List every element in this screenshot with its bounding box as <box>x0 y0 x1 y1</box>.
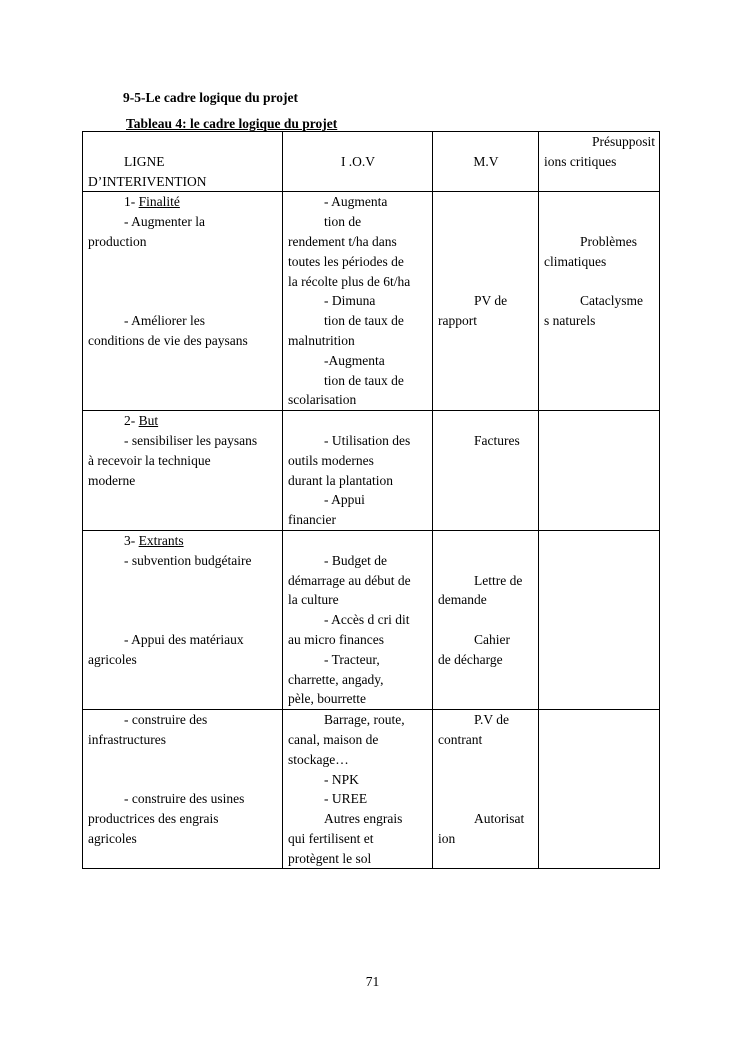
row4-col1-b-line1: - construire des usines <box>124 791 245 807</box>
row1-mv <box>433 192 539 411</box>
page-number: 71 <box>365 974 380 989</box>
row3-col2-c-line2: charrette, angady, <box>288 671 384 687</box>
row1-col4-b-line1: Cataclysme <box>580 293 643 309</box>
row1-col2-c-line3: scolarisation <box>288 392 357 408</box>
header-col1-line1: LIGNE <box>124 153 165 169</box>
row4-col2-c-line1: - UREE <box>324 791 368 807</box>
row1-col2-a-line3: rendement t/ha dans <box>288 233 397 249</box>
row1-col1-a-line1: - Augmenter la <box>124 214 205 230</box>
row1-col2-a-line5: la récolte plus de 6t/ha <box>288 273 411 289</box>
row1-presuppositions <box>539 192 660 411</box>
row3-col2-a-line1: - Budget de <box>324 552 387 568</box>
row1-col2-a-line4: toutes les périodes de <box>288 253 404 269</box>
row1-col2-a-line1: - Augmenta <box>324 194 388 210</box>
header-col3-label: M.V <box>473 153 499 169</box>
header-col1-line2: D’INTERIVENTION <box>88 173 207 189</box>
row3-col2-c-line3: pèle, bourrette <box>288 691 366 707</box>
header-presuppositions <box>539 132 660 192</box>
row4-col3-a-line2: contrant <box>438 731 483 747</box>
row1-col3-line2: rapport <box>438 313 477 329</box>
row1-col4-a-line2: climatiques <box>544 253 607 269</box>
table-row-extrants <box>83 530 660 709</box>
row1-col2-c-line1: -Augmenta <box>324 352 385 368</box>
row4-presuppositions <box>539 710 660 869</box>
row2-col2-a-line2: outils modernes <box>288 452 374 468</box>
header-col4-line2: ions critiques <box>544 153 617 169</box>
row3-col2-c-line1: - Tracteur, <box>324 651 380 667</box>
row1-col2-b-line2: tion de taux de <box>324 313 404 329</box>
row4-col3-b-line2: ion <box>438 830 456 846</box>
table-row-but <box>83 411 660 531</box>
row3-iov <box>283 530 433 709</box>
row4-col1-a-line1: - construire des <box>124 712 208 728</box>
row4-mv <box>433 710 539 869</box>
row4-col2-d-line3: protègent le sol <box>288 850 372 866</box>
row3-ligne-intervention <box>83 530 283 709</box>
row2-ligne-intervention <box>83 411 283 531</box>
row4-col3-a-line1: P.V de <box>474 712 510 728</box>
row1-heading <box>88 192 278 212</box>
row3-mv <box>433 530 539 709</box>
row1-ligne-intervention <box>83 192 283 411</box>
row1-col2-b-line3: malnutrition <box>288 332 355 348</box>
row3-col3-a-line2: demande <box>438 592 487 608</box>
row3-heading <box>88 531 278 551</box>
row1-col4-b-line2: s naturels <box>544 313 596 329</box>
row1-prefix: 1- <box>124 194 139 210</box>
row1-col2-c-line2: tion de taux de <box>324 372 404 388</box>
header-col4-line1: Présupposit <box>591 134 655 149</box>
row2-presuppositions <box>539 411 660 531</box>
row1-col3-line1: PV de <box>474 293 508 309</box>
row2-col1-line1: - sensibiliser les paysans <box>124 432 258 448</box>
row3-col3-b-line2: de décharge <box>438 651 503 667</box>
row1-col2-a-line2: tion de <box>324 214 362 230</box>
row2-col2-b-line1: - Appui <box>324 492 365 508</box>
logical-framework-table <box>82 131 660 869</box>
row1-col1-a-line2: production <box>88 233 147 249</box>
row2-mv <box>433 411 539 531</box>
row1-heading-text: Finalité <box>138 194 180 210</box>
row2-col2-a-line3: durant la plantation <box>288 472 393 488</box>
row3-col3-b-line1: Cahier <box>474 631 510 647</box>
row3-col1-b-line2: agricoles <box>88 651 137 667</box>
row4-iov <box>283 710 433 869</box>
row3-presuppositions <box>539 530 660 709</box>
section-title: 9-5-Le cadre logique du projet <box>123 90 298 105</box>
row4-col1-b-line3: agricoles <box>88 830 137 846</box>
row2-col1-line2: à recevoir la technique <box>88 452 211 468</box>
header-col2-label: I .O.V <box>340 153 376 169</box>
row3-col3-a-line1: Lettre de <box>474 572 523 588</box>
row3-col1-b-line1: - Appui des matériaux <box>124 631 244 647</box>
row4-ligne-intervention <box>83 710 283 869</box>
row2-heading <box>88 411 278 431</box>
row4-col3-b-line1: Autorisat <box>474 811 525 827</box>
header-mv <box>433 132 539 192</box>
row4-col2-d-line1: Autres engrais <box>324 811 403 827</box>
row3-col2-a-line2: démarrage au début de <box>288 572 411 588</box>
header-ligne-intervention <box>83 132 283 192</box>
row4-col2-a-line3: stockage… <box>288 751 349 767</box>
table-row-infrastructures <box>83 710 660 869</box>
row1-iov <box>283 192 433 411</box>
row1-col1-b-line2: conditions de vie des paysans <box>88 332 248 348</box>
row4-col2-d-line2: qui fertilisent et <box>288 830 374 846</box>
row2-col2-b-line2: financier <box>288 512 336 528</box>
row1-col2-b-line1: - Dimuna <box>324 293 376 309</box>
row3-col2-a-line3: la culture <box>288 592 339 608</box>
row2-col2-a-line1: - Utilisation des <box>324 432 411 448</box>
row2-heading-text: But <box>138 413 159 429</box>
row4-col1-b-line2: productrices des engrais <box>88 811 219 827</box>
row3-prefix: 3- <box>124 532 139 548</box>
row1-col1-b-line1: - Améliorer les <box>124 313 205 329</box>
row3-col2-b-line2: au micro finances <box>288 631 384 647</box>
row4-col2-a-line1: Barrage, route, <box>324 712 405 728</box>
header-iov <box>283 132 433 192</box>
row4-col2-a-line2: canal, maison de <box>288 731 379 747</box>
row3-col1-a-line1: - subvention budgétaire <box>124 552 252 568</box>
row2-iov <box>283 411 433 531</box>
row3-col2-b-line1: - Accès d cri dit <box>324 612 410 628</box>
row2-prefix: 2- <box>124 413 139 429</box>
row1-col4-a-line1: Problèmes <box>580 233 637 249</box>
table-row-finalite <box>83 192 660 411</box>
row3-heading-text: Extrants <box>138 532 184 548</box>
row2-col3-line1: Factures <box>474 432 520 448</box>
table-header-row <box>83 132 660 192</box>
row4-col2-b-line1: - NPK <box>324 771 359 787</box>
row2-col1-line3: moderne <box>88 472 136 488</box>
row4-col1-a-line2: infrastructures <box>88 731 166 747</box>
table-caption: Tableau 4: le cadre logique du projet <box>126 116 338 131</box>
